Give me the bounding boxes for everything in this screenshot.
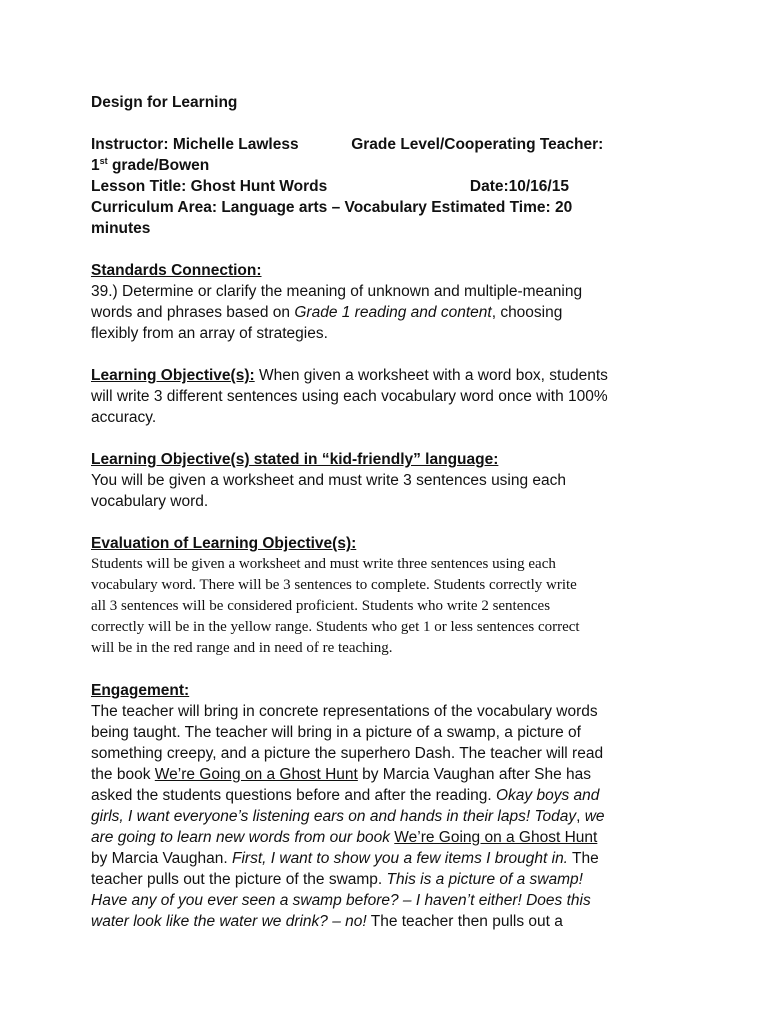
standards-italic: Grade 1 reading and content: [294, 304, 492, 321]
evaluation-line: will be in the red range and in need of re teaching.: [91, 640, 393, 656]
engagement-line: The teacher will bring in concrete representations of the vocabulary words: [91, 703, 598, 720]
grade-number: 1: [91, 157, 100, 174]
objective-heading: Learning Objective(s):: [91, 367, 255, 384]
instructor-line: [91, 134, 691, 155]
engagement-line: asked the students questions before and after the reading. Okay boys and: [91, 787, 600, 804]
grade-line: [91, 155, 691, 176]
book-title: We’re Going on a Ghost Hunt: [154, 766, 358, 783]
objective-text: When given a worksheet with a word box, students: [254, 367, 608, 384]
evaluation-heading: Evaluation of Learning Objective(s):: [91, 535, 357, 552]
curriculum-line-2: minutes: [91, 220, 151, 237]
standards-line-3: flexibly from an array of strategies.: [91, 325, 328, 342]
evaluation-line: all 3 sentences will be considered proficient. Students who write 2 sentences: [91, 598, 551, 614]
engagement-line: are going to learn new words from our book We’re Going on a Ghost Hunt: [91, 829, 598, 846]
document-page: [91, 92, 691, 932]
standards-line-1: 39.) Determine or clarify the meaning of unknown and multiple-meaning: [91, 283, 583, 300]
grade-superscript: st: [99, 156, 108, 166]
engagement-line: teacher pulls out the picture of the swamp. This is a picture of a swamp!: [91, 871, 583, 888]
objective-line-3: accuracy.: [91, 409, 157, 426]
engagement-line: the book We’re Going on a Ghost Hunt by Marcia Vaughan after She has: [91, 766, 592, 783]
objective-line-1: [91, 365, 691, 386]
engagement-line: girls, I want everyone’s listening ears on and hands in their laps! Today, we: [91, 808, 605, 825]
standards-heading: Standards Connection:: [91, 262, 262, 279]
evaluation-line: vocabulary word. There will be 3 sentences to complete. Students correctly write: [91, 577, 577, 593]
grade-teacher: grade/Bowen: [107, 157, 210, 174]
engagement-heading: Engagement:: [91, 682, 190, 699]
instructor-label: Instructor:: [91, 136, 169, 153]
kid-friendly-heading: Learning Objective(s) stated in “kid-friendly” language:: [91, 451, 499, 468]
instructor-name: Michelle Lawless: [172, 136, 299, 153]
engagement-line: Have any of you ever seen a swamp before? – I haven’t either! Does this: [91, 892, 591, 909]
lesson-date: Date:10/16/15: [469, 178, 569, 195]
document-title: Design for Learning: [91, 94, 238, 111]
evaluation-line: correctly will be in the yellow range. Students who get 1 or less sentences correct: [91, 619, 580, 635]
standards-line-2: words and phrases based on Grade 1 reading and content, choosing: [91, 304, 563, 321]
kid-friendly-line-1: You will be given a worksheet and must write 3 sentences using each: [91, 472, 567, 489]
engagement-line: by Marcia Vaughan. First, I want to show you a few items I brought in. The: [91, 850, 599, 867]
curriculum-line-1: Curriculum Area: Language arts – Vocabulary Estimated Time: 20: [91, 199, 573, 216]
lesson-title: Lesson Title: Ghost Hunt Words: [91, 178, 328, 195]
evaluation-line: Students will be given a worksheet and must write three sentences using each: [91, 556, 556, 572]
objective-line-2: will write 3 different sentences using each vocabulary word once with 100%: [91, 388, 608, 405]
engagement-line: something creepy, and a picture the superhero Dash. The teacher will read: [91, 745, 604, 762]
engagement-line: being taught. The teacher will bring in a picture of a swamp, a picture of: [91, 724, 581, 741]
kid-friendly-line-2: vocabulary word.: [91, 493, 209, 510]
book-title: We’re Going on a Ghost Hunt: [394, 829, 598, 846]
engagement-line: water look like the water we drink? – no! The teacher then pulls out a: [91, 913, 563, 930]
lesson-line: [91, 176, 691, 197]
grade-level-label: Grade Level/Cooperating Teacher:: [351, 136, 604, 153]
